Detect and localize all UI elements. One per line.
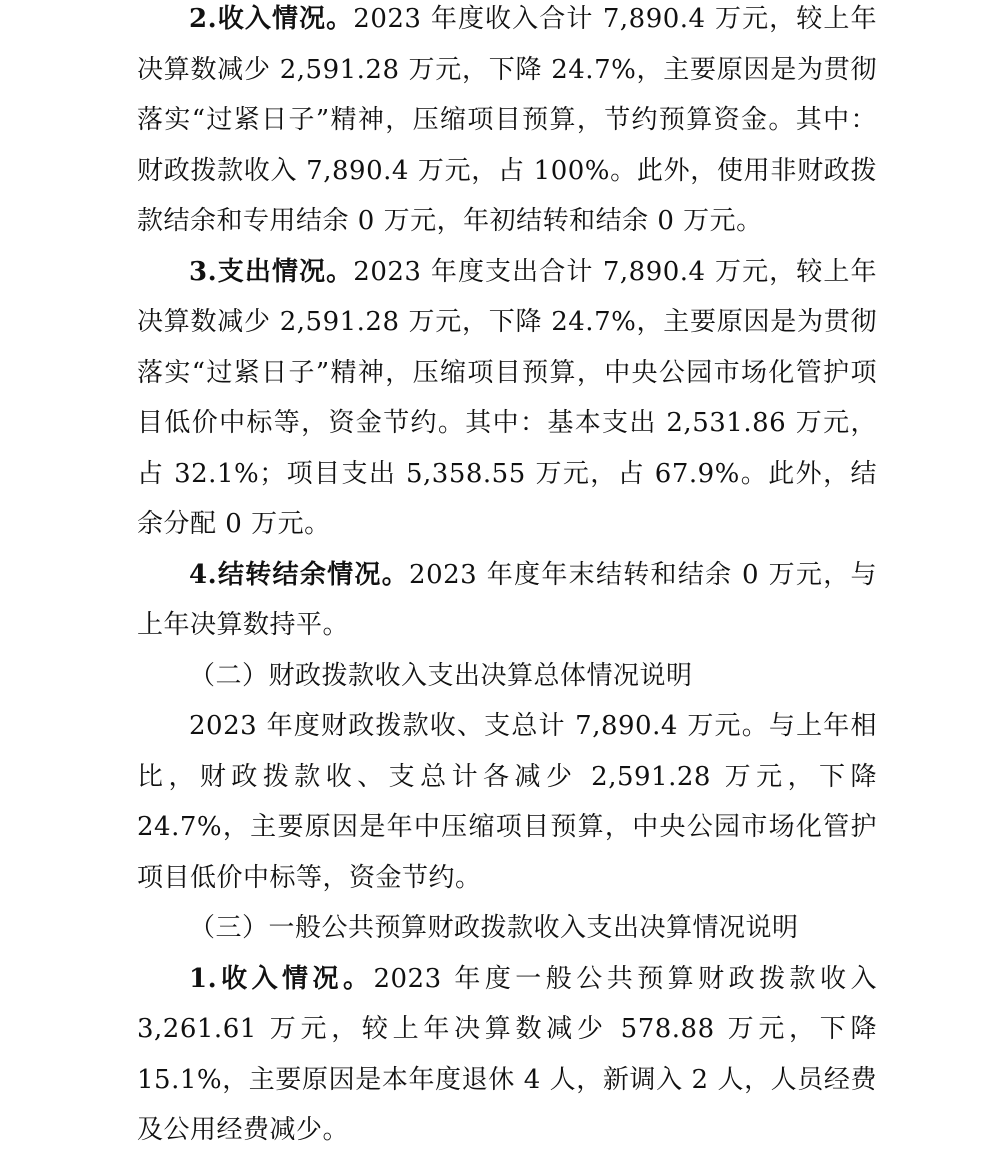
expenditure-body: 2023 年度支出合计 7,890.4 万元，较上年决算数减少 2,591.28 万元，下降 24.7%，主要原因是为贯彻落实“过紧日子”精神，压缩项目预算，中央公园市场化管护项目低价中标等，资金节约。其中：基本支出 2,531.86 万元，占 32.1%；项目支出 5,358.55 万元，占 67.9%。此外，结余分配 0 万元。 <box>137 256 877 539</box>
expenditure-paragraph <box>137 247 877 550</box>
income-paragraph <box>137 0 877 247</box>
section2-paragraph <box>137 701 877 903</box>
income-body: 2023 年度收入合计 7,890.4 万元，较上年决算数减少 2,591.28 万元，下降 24.7%，主要原因是为贯彻落实“过紧日子”精神，压缩项目预算，节约预算资金。其中：财政拨款收入 7,890.4 万元，占 100%。此外，使用非财政拨款结余和专用结余 0 万元，年初结转和结余 0 万元。 <box>137 4 877 236</box>
section3-income-body: 2023 年度一般公共预算财政拨款收入 3,261.61 万元，较上年决算数减少 578.88 万元，下降 15.1%，主要原因是本年度退休 4 人，新调入 2 人，人员经费及公用经费减少。 <box>137 963 877 1145</box>
income-heading: 2.收入情况。 <box>189 4 354 34</box>
section3-title: （三）一般公共预算财政拨款收入支出决算情况说明 <box>189 913 799 943</box>
section3-income-paragraph <box>137 954 877 1156</box>
carryover-body: 2023 年度年末结转和结余 0 万元，与上年决算数持平。 <box>137 559 877 640</box>
document-page <box>137 0 877 1156</box>
expenditure-heading: 3.支出情况。 <box>189 256 354 287</box>
section2-body: 2023 年度财政拨款收、支总计 7,890.4 万元。与上年相比，财政拨款收、支总计各减少 2,591.28 万元，下降 24.7%，主要原因是年中压缩项目预算，中央公园市场化管护项目低价中标等，资金节约。 <box>137 711 877 893</box>
carryover-heading: 4.结转结余情况。 <box>189 559 410 590</box>
section2-title: （二）财政拨款收入支出决算总体情况说明 <box>189 660 693 691</box>
section3-income-heading: 1.收入情况。 <box>189 963 374 994</box>
carryover-paragraph <box>137 550 877 651</box>
